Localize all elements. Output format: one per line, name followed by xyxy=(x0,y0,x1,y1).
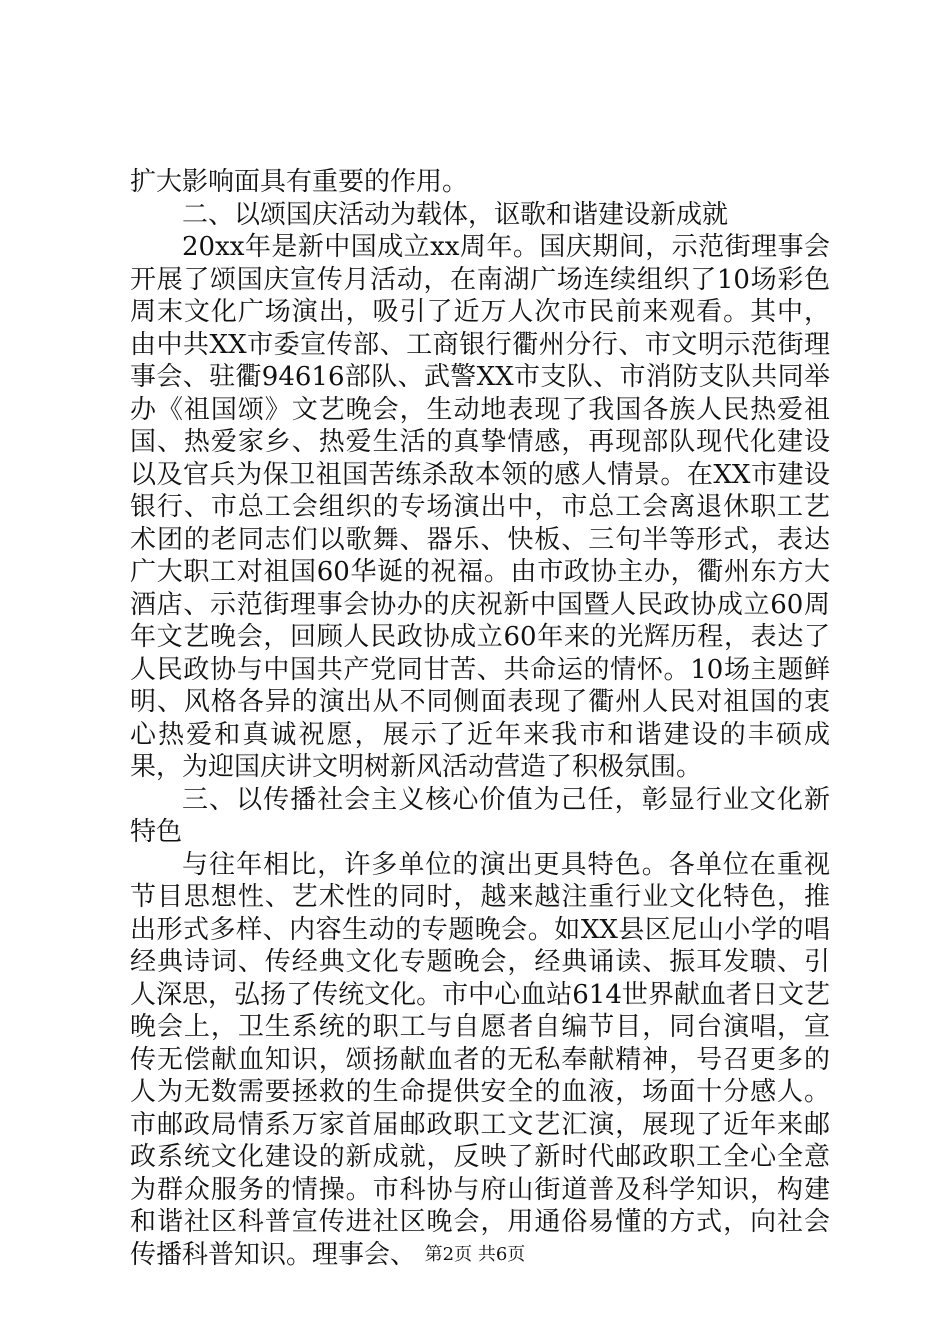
page-footer: 第2页 共6页 xyxy=(424,1244,526,1265)
paragraph-industry-culture: 与往年相比，许多单位的演出更具特色。各单位在重视节目思想性、艺术性的同时，越来越注重行业文化特色，推出形式多样、内容生动的专题晚会。如XX县区尼山小学的唱经典诗词、传经典文化专题晚会，经典诵读、振耳发聩、引人深思，弘扬了传统文化。市中心血站614世界献血者日文艺晚会上，卫生系统的职工与自愿者自编节目，同台演唱，宣传无偿献血知识，颂扬献血者的无私奉献精神，号召更多的人为无数需要拯救的生命提供安全的血液，场面十分感人。市邮政局情系万家首届邮政职工文艺汇演，展现了近年来邮政系统文化建设的新成就，反映了新时代邮政职工全心全意为群众服务的情操。市科协与府山街道普及科学知识，构建和谐社区科普宣传进社区晚会，用通俗易懂的方式，向社会传播科普知识。理事会、 xyxy=(130,849,830,1270)
section-heading-2: 二、以颂国庆活动为载体，讴歌和谐建设新成就 xyxy=(182,199,729,230)
section-heading-3: 三、以传播社会主义核心价值为己任，彰显行业文化新特色 xyxy=(130,784,830,847)
document-body xyxy=(130,166,830,1271)
paragraph-national-day: 20xx年是新中国成立xx周年。国庆期间，示范街理事会开展了颂国庆宣传月活动，在南湖广场连续组织了10场彩色周末文化广场演出，吸引了近万人次市民前来观看。其中，由中共XX市委宣传部、工商银行衢州分行、市文明示范街理事会、驻衢94616部队、武警XX市支队、市消防支队共同举办《祖国颂》文艺晚会，生动地表现了我国各族人民热爱祖国、热爱家乡、热爱生活的真挚情感，再现部队现代化建设以及官兵为保卫祖国苦练杀敌本领的感人情景。在XX市建设银行、市总工会组织的专场演出中，市总工会离退休职工艺术团的老同志们以歌舞、器乐、快板、三句半等形式，表达广大职工对祖国60华诞的祝福。由市政协主办，衢州东方大酒店、示范街理事会协办的庆祝新中国暨人民政协成立60周年文艺晚会，回顾人民政协成立60年来的光辉历程，表达了人民政协与中国共产党同甘苦、共命运的情怀。10场主题鲜明、风格各异的演出从不同侧面表现了衢州人民对祖国的衷心热爱和真诚祝愿，展示了近年来我市和谐建设的丰硕成果，为迎国庆讲文明树新风活动营造了积极氛围。 xyxy=(130,232,830,782)
paragraph-continuation: 扩大影响面具有重要的作用。 xyxy=(130,167,469,197)
